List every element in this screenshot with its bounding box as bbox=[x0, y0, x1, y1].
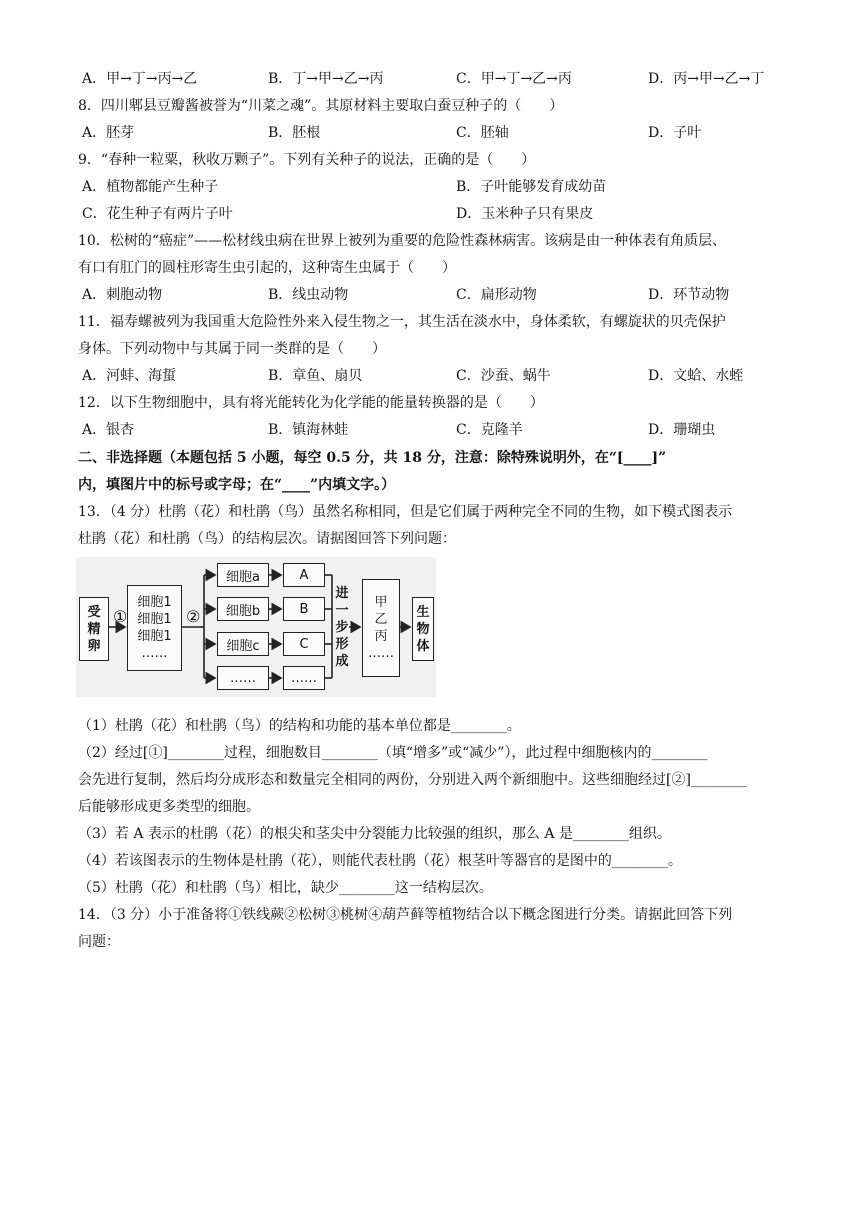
q11-option-b: B．章鱼、扇贝 bbox=[268, 368, 363, 384]
egg-char-3: 卵 bbox=[87, 638, 101, 654]
q12-option-d: D．珊瑚虫 bbox=[648, 422, 716, 438]
cell-1-line-2: 细胞1 bbox=[137, 612, 172, 627]
q11-stem-line1: 11．福寿螺被列为我国重大危险性外来入侵生物之一，其生活在淡水中，身体柔软，有螺旋状的贝壳保护 bbox=[78, 314, 726, 330]
organ-bing: 丙 bbox=[374, 629, 388, 644]
q10-option-a: A．刺胞动物 bbox=[82, 287, 163, 303]
step-1-label: ① bbox=[113, 607, 128, 626]
cell-1-line-3: 细胞1 bbox=[137, 629, 172, 644]
q8-option-d: D．子叶 bbox=[648, 125, 702, 141]
q9-option-c: C．花生种子有两片子叶 bbox=[82, 206, 233, 222]
egg-char-1: 受 bbox=[87, 604, 101, 620]
q13-sub2-line2: 会先进行复制，然后均分成形态和数量完全相同的两份，分别进入两个新细胞中。这些细胞经过[②]________ bbox=[78, 772, 747, 788]
q13-sub2-line1: （2）经过[①]________过程，细胞数目________（填“增多”或“减少”），此过程中细胞核内的________ bbox=[78, 745, 708, 761]
q11-stem-line2: 身体。下列动物中与其属于同一类群的是（ ） bbox=[78, 341, 386, 357]
organism-char-1: 生 bbox=[416, 604, 430, 620]
q14-stem-line2: 问题： bbox=[78, 934, 120, 950]
organs-box bbox=[362, 579, 400, 677]
organ-jia: 甲 bbox=[374, 595, 388, 610]
q7-option-c: C．甲→丁→乙→丙 bbox=[456, 71, 572, 87]
organ-more: …… bbox=[368, 646, 394, 661]
further-form-label bbox=[334, 579, 350, 675]
cell-c-box: 细胞c bbox=[217, 632, 269, 656]
q13-stem-line1: 13．（4 分）杜鹃（花）和杜鹃（鸟）虽然名称相同，但是它们属于两种完全不同的生物，如下模式图表示 bbox=[78, 504, 733, 520]
tissue-a-box: A bbox=[283, 563, 325, 587]
q10-stem-line2: 有口有肛门的圆柱形寄生虫引起的，这种寄生虫属于（ ） bbox=[78, 260, 456, 276]
q9-stem: 9．“春种一粒粟，秋收万颗子”。下列有关种子的说法，正确的是（ ） bbox=[78, 152, 536, 168]
section2-heading-line2: 内，填图片中的标号或字母；在“____”内填文字。） bbox=[78, 477, 396, 493]
cell-a-box: 细胞a bbox=[217, 563, 269, 587]
q10-option-b: B．线虫动物 bbox=[268, 287, 349, 303]
section2-heading-line1: 二、非选择题（本题包括 5 小题，每空 0.5 分，共 18 分，注意：除特殊说明外，在“[____]” bbox=[78, 450, 667, 466]
q8-stem: 8．四川郫县豆瓣酱被誉为“川菜之魂”。其原材料主要取白蚕豆种子的（ ） bbox=[78, 98, 564, 114]
q8-option-c: C．胚轴 bbox=[456, 125, 509, 141]
cell-more-box: …… bbox=[217, 666, 269, 690]
cell-1-box bbox=[127, 585, 182, 671]
organism-box bbox=[412, 597, 434, 661]
egg-char-2: 精 bbox=[87, 621, 101, 637]
q13-sub1: （1）杜鹃（花）和杜鹃（鸟）的结构和功能的基本单位都是________。 bbox=[78, 718, 521, 734]
q9-option-b: B．子叶能够发育成幼苗 bbox=[456, 179, 607, 195]
q13-stem-line2: 杜鹃（花）和杜鹃（鸟）的结构层次。请据图回答下列问题： bbox=[78, 531, 456, 547]
further-char-1: 进 bbox=[335, 585, 349, 601]
cell-1-line-4: …… bbox=[141, 646, 168, 661]
q10-option-c: C．扁形动物 bbox=[456, 287, 537, 303]
q13-sub2-line3: 后能够形成更多类型的细胞。 bbox=[78, 799, 260, 815]
organism-char-3: 体 bbox=[416, 638, 430, 654]
q12-stem: 12．以下生物细胞中，具有将光能转化为化学能的能量转换器的是（ ） bbox=[78, 395, 544, 411]
tissue-b-box: B bbox=[283, 597, 325, 621]
tissue-c-box: C bbox=[283, 632, 325, 656]
q13-sub4: （4）若该图表示的生物体是杜鹃（花），则能代表杜鹃（花）根茎叶等器官的是图中的________。 bbox=[78, 853, 682, 869]
q7-option-a: A．甲→丁→丙→乙 bbox=[82, 71, 198, 87]
further-char-2: 一 bbox=[335, 602, 349, 618]
q14-stem-line1: 14．（3 分）小于准备将①铁线蕨②松树③桃树④葫芦藓等植物结合以下概念图进行分类。请据此回答下列 bbox=[78, 907, 733, 923]
cell-b-box: 细胞b bbox=[217, 597, 269, 621]
fertilized-egg-box bbox=[79, 597, 109, 661]
q7-option-d: D．丙→甲→乙→丁 bbox=[648, 71, 765, 87]
further-char-4: 形 bbox=[335, 636, 349, 652]
q9-option-d: D．玉米种子只有果皮 bbox=[456, 206, 594, 222]
further-char-3: 步 bbox=[335, 619, 349, 635]
q11-option-a: A．河蚌、海蜇 bbox=[82, 368, 177, 384]
q8-option-b: B．胚根 bbox=[268, 125, 321, 141]
q12-option-c: C．克隆羊 bbox=[456, 422, 523, 438]
q13-sub3: （3）若 A 表示的杜鹃（花）的根尖和茎尖中分裂能力比较强的组织，那么 A 是________组织。 bbox=[78, 826, 671, 842]
cell-1-line-1: 细胞1 bbox=[137, 595, 172, 610]
q10-option-d: D．环节动物 bbox=[648, 287, 730, 303]
tissue-more-box: …… bbox=[283, 666, 325, 690]
q8-option-a: A．胚芽 bbox=[82, 125, 135, 141]
q12-option-a: A．银杏 bbox=[82, 422, 135, 438]
q12-option-b: B．镇海林蛙 bbox=[268, 422, 349, 438]
q9-option-a: A．植物都能产生种子 bbox=[82, 179, 219, 195]
q11-option-c: C．沙蚕、蜗牛 bbox=[456, 368, 551, 384]
organ-yi: 乙 bbox=[374, 612, 388, 627]
step-2-label: ② bbox=[186, 607, 201, 626]
structure-level-diagram bbox=[76, 557, 436, 697]
q13-sub5: （5）杜鹃（花）和杜鹃（鸟）相比，缺少________这一结构层次。 bbox=[78, 880, 493, 896]
q7-option-b: B．丁→甲→乙→丙 bbox=[268, 71, 384, 87]
q11-option-d: D．文蛤、水蛭 bbox=[648, 368, 744, 384]
q10-stem-line1: 10．松树的“癌症”——松材线虫病在世界上被列为重要的危险性森林病害。该病是由一种体表有角质层、 bbox=[78, 233, 727, 249]
further-char-5: 成 bbox=[335, 653, 349, 669]
organism-char-2: 物 bbox=[416, 621, 430, 637]
